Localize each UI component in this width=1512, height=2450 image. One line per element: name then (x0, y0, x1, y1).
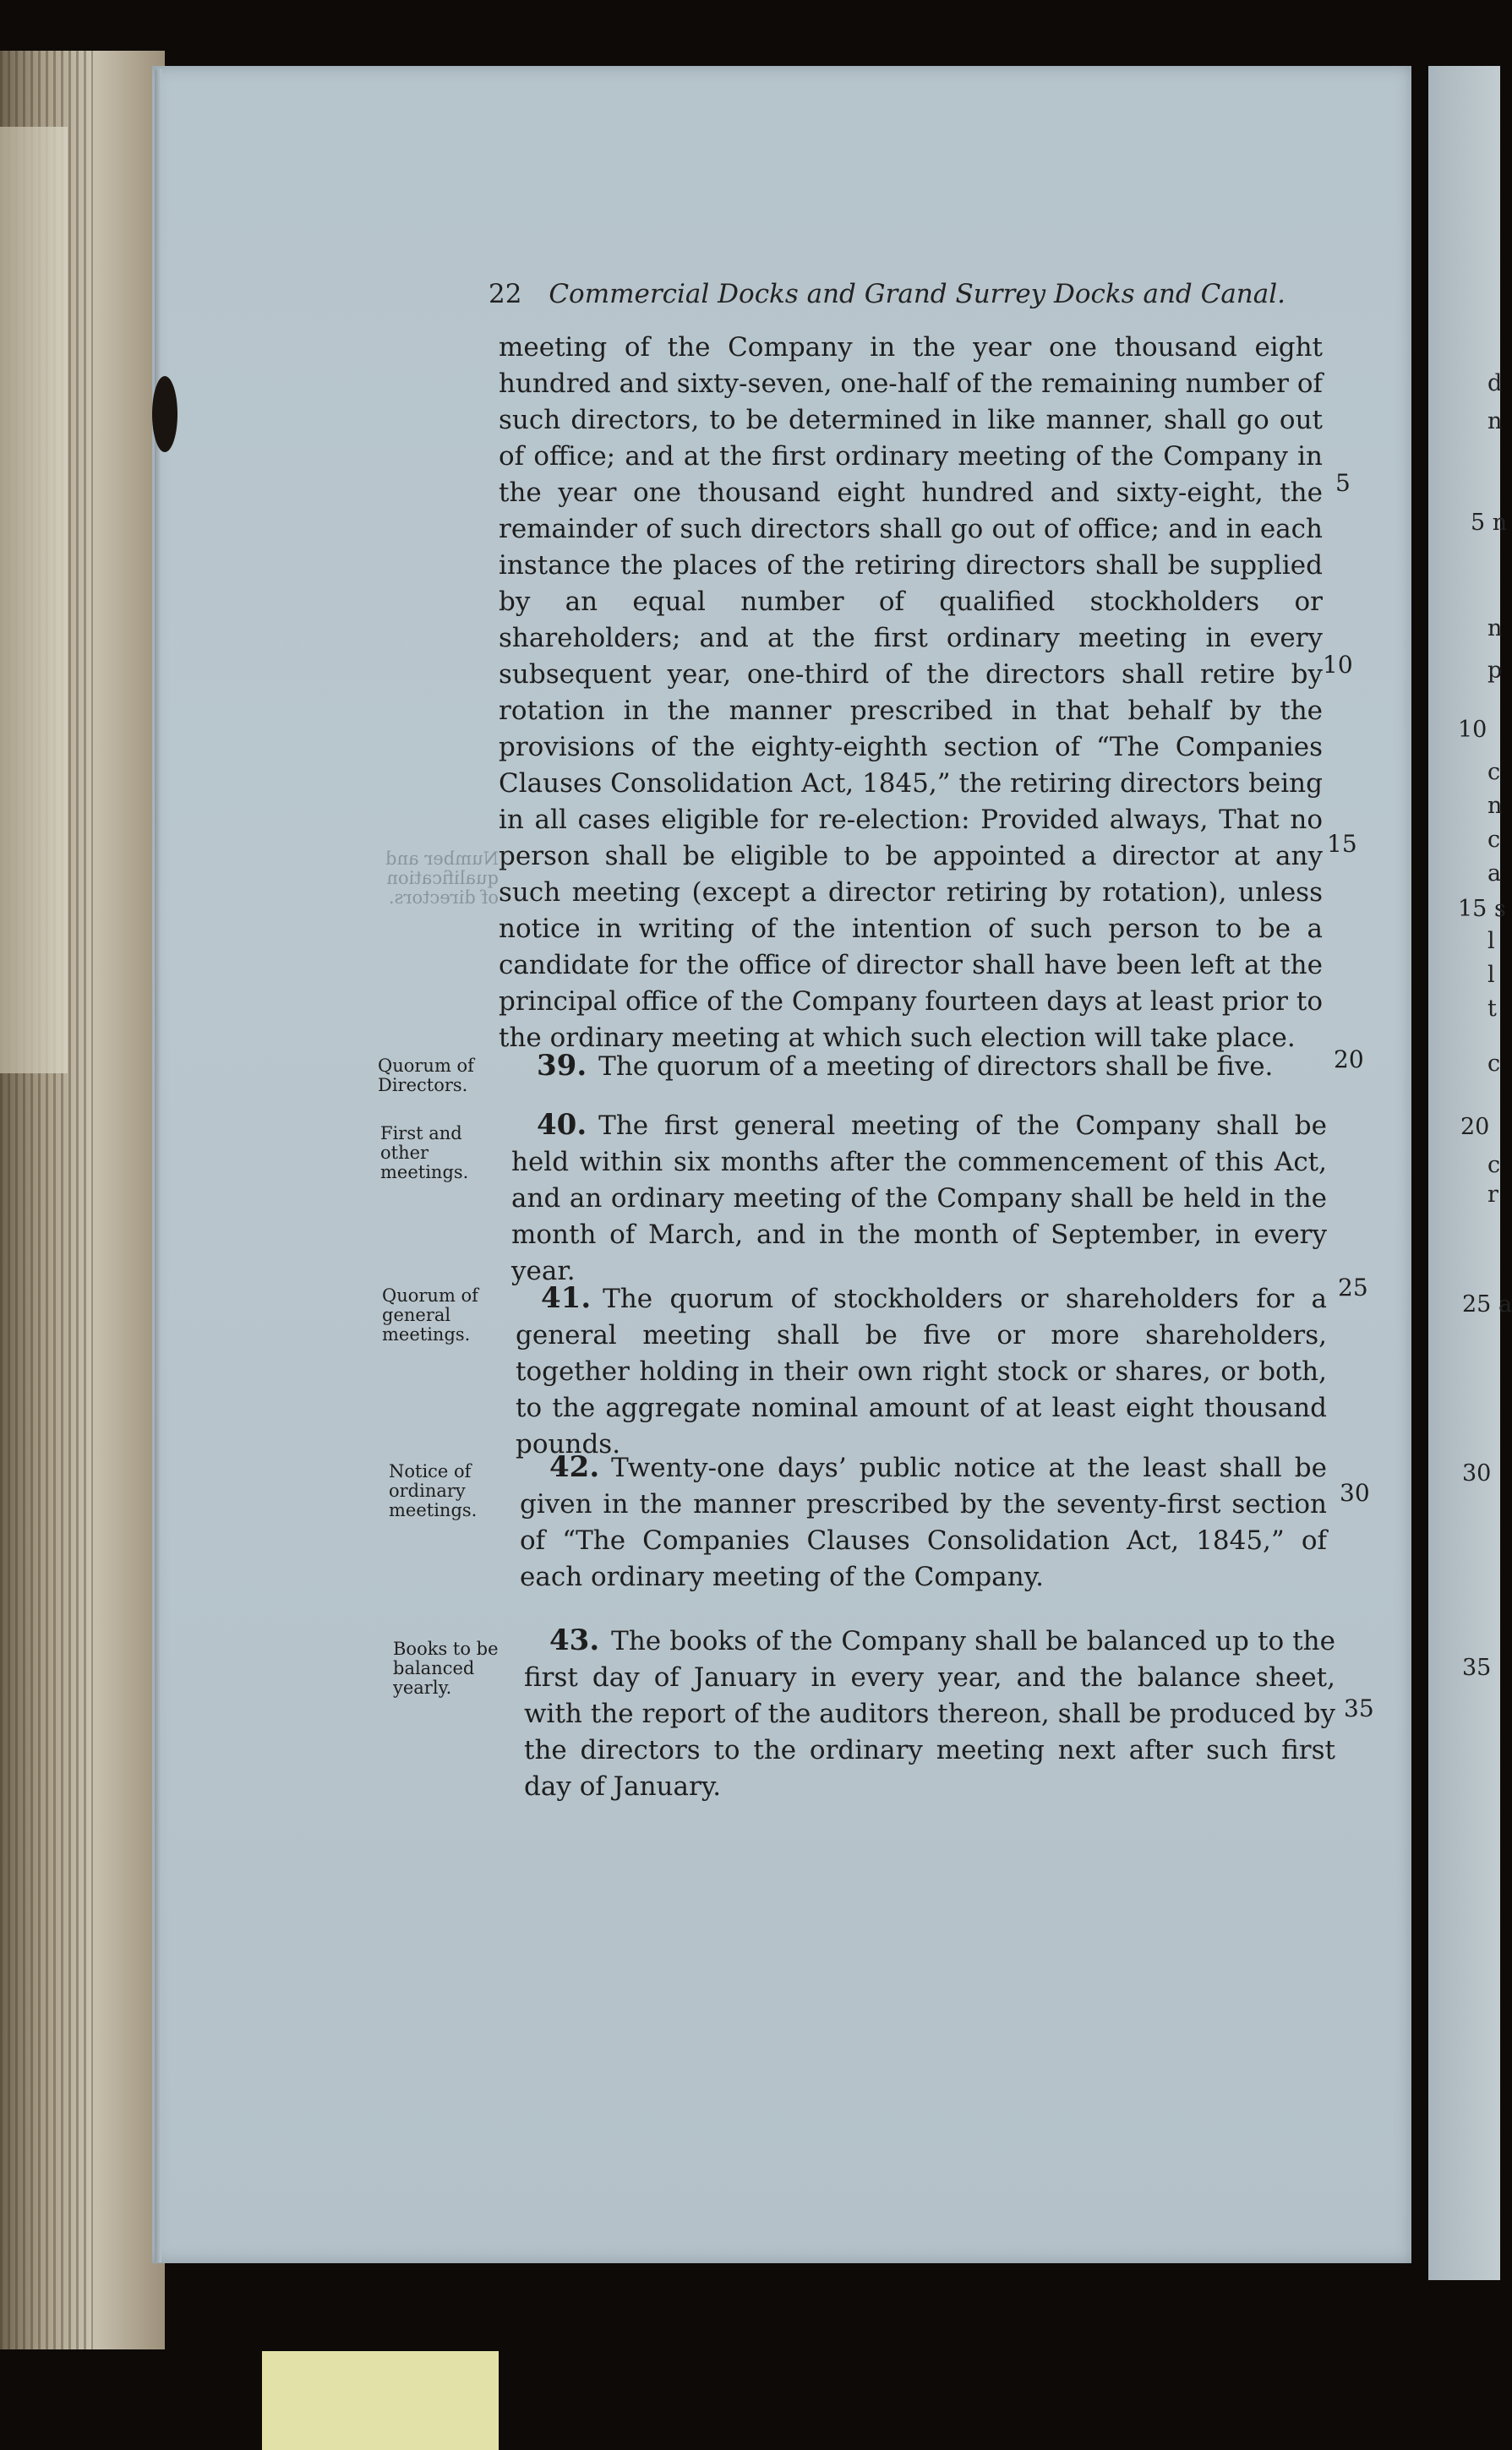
right-fragment: l (1487, 962, 1495, 988)
line-number: 10 (1323, 651, 1353, 679)
line-number: 30 (1340, 1479, 1370, 1507)
right-fragment: d (1487, 370, 1503, 396)
margin-note-43: Books to be balanced yearly. (393, 1639, 499, 1698)
right-fragment: c (1487, 827, 1501, 853)
line-number: 15 (1327, 830, 1357, 858)
right-fragment: r (1487, 1181, 1498, 1208)
margin-note-41: Quorum of general meetings. (382, 1285, 478, 1345)
right-fragment: c (1487, 1152, 1501, 1178)
right-fragment: c (1487, 1050, 1501, 1077)
right-fragment: 10 (1458, 717, 1487, 743)
section-41 (516, 1280, 1327, 1463)
right-fragment: 25 a (1462, 1291, 1512, 1318)
section-number: 42. (549, 1450, 600, 1484)
right-fragment: n (1487, 408, 1503, 434)
section-40 (511, 1107, 1327, 1290)
right-fragment: 20 (1460, 1114, 1490, 1140)
paragraph-text: meeting of the Company in the year one thousand eight hundred and sixty-seven, one-half of the remaining number of such directors, to be determined in like manner, shall go out of office; and at the first ordinary meeting of the Company in the year one thousand eight hundred and sixty-eight, the remainder of such directors shall go out of office; and in each instance the places of the retiring directors shall be supplied by an equal number of qualified stockholders or shareholders; and at the first ordinary meeting in every subsequent year, one-third of the directors shall retire by rotation in the manner prescribed in that behalf by the provisions of the eighty-eighth section of “The Companies Clauses Consolidation Act, 1845,” the retiring directors being in all cases eligible for re-election: Provided always, That no person shall be eligible to be appointed a director at any such meeting (except a director retiring by rotation), unless notice in writing of the intention of such person to be a candidate for the office of director shall have been left at the principal office of the Company fourteen days at least prior to the ordinary meeting at which such election will take place. (499, 332, 1323, 1053)
right-fragment: 5 n (1471, 510, 1508, 536)
section-43 (524, 1623, 1335, 1805)
yellow-tab (262, 2351, 499, 2450)
right-fragment: 15 s (1458, 896, 1506, 922)
right-fragment: t (1487, 996, 1497, 1022)
right-fragment: p (1487, 658, 1503, 684)
right-fragment: c (1487, 759, 1501, 785)
continuation-paragraph (499, 330, 1323, 1056)
section-text: Twenty-one days’ public notice at the least shall be given in the manner prescribed by the seventy-first section of “The Companies Clauses Consolidation Act, 1845,” of each ordinary meeting of the Company. (520, 1453, 1327, 1592)
section-text: The quorum of stockholders or shareholders for a general meeting shall be five or more shareholders, together holding in their own right stock or shares, or both, to the aggregate nominal amount of at least eight thousand pounds. (516, 1284, 1327, 1460)
line-number: 20 (1334, 1045, 1364, 1073)
facing-page-edge (1428, 66, 1512, 2280)
section-number: 41. (541, 1281, 592, 1315)
right-fragment: 30 (1462, 1460, 1492, 1487)
page-number: 22 (489, 279, 522, 309)
line-number: 35 (1344, 1694, 1374, 1722)
running-title: Commercial Docks and Grand Surrey Docks and Canal. (549, 279, 1286, 309)
section-39 (537, 1048, 1327, 1085)
paper-bookmark (0, 127, 68, 1073)
right-fragment: l (1487, 928, 1495, 954)
ink-mark (152, 376, 177, 452)
right-fragment: a (1487, 860, 1502, 887)
section-number: 40. (537, 1108, 587, 1142)
line-number: 5 (1335, 469, 1351, 497)
section-number: 43. (549, 1623, 600, 1657)
margin-note-42: Notice of ordinary meetings. (389, 1461, 478, 1520)
running-header (489, 279, 1285, 309)
right-fragment: n (1487, 615, 1503, 641)
margin-note-40: First and other meetings. (380, 1123, 469, 1182)
margin-note-39: Quorum of Directors. (378, 1056, 474, 1095)
section-number: 39. (537, 1049, 587, 1083)
section-text: The quorum of a meeting of directors shall be five. (598, 1051, 1274, 1082)
section-42 (520, 1449, 1327, 1596)
section-text: The books of the Company shall be balanced up to the first day of January in every year, and the balance sheet, with the report of the auditors thereon, shall be produced by the directors to the ordinary meeting next after such first day of January. (524, 1626, 1335, 1802)
line-number: 25 (1338, 1274, 1368, 1301)
right-fragment: 35 (1462, 1655, 1492, 1681)
right-fragment: n (1487, 793, 1503, 819)
section-text: The first general meeting of the Company shall be held within six months after the commencement of this Act, and an ordinary meeting of the Company shall be held in the month of March, and in the month of September, in every year. (511, 1110, 1327, 1286)
ghost-margin-note: Number and qualification of directors. (385, 848, 499, 908)
